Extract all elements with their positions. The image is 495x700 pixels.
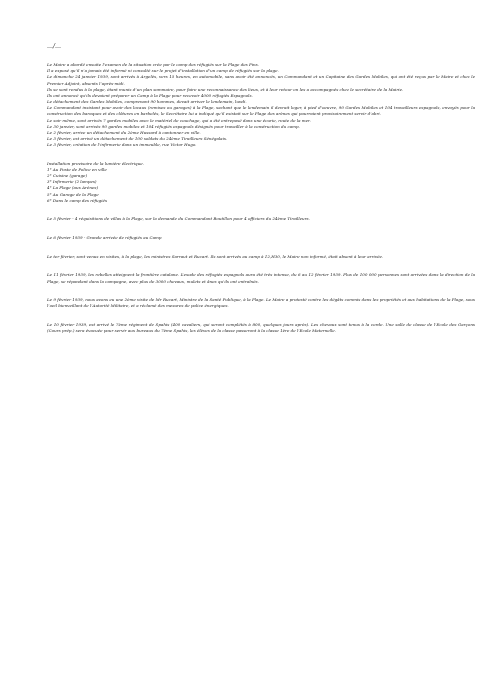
paragraph: Le 6 février 1939 - Grande arrivée de réfugiés au Camp [47, 235, 162, 241]
paragraph: Le soir même, sont arrivés 7 gardes mobiles avec le matériel de couchage, qui a été entreposé dans une écurie, route de la mer. [47, 117, 311, 123]
paragraph: Le 9 février 1939, nous avons eu une 2ème visite de Mr Rucart, Ministre de la Santé Publique, à la Plage. Le Maire a protesté contre les dégâts commis dans les propriétés et aux habitations de la Plage, sous l’oeil bienveillant de l’Autorité Militaire, et a réclamé des mesures de police énergiques. [47, 297, 475, 309]
list-item: 2° Cuisine (garage) [47, 173, 88, 179]
paragraph: Le dimanche 24 janvier 1939, sont arrivés à Argelès, vers 15 heures, en automobile, sans avoir été annoncés, un Commandant et un Capitaine des Gardes Mobiles, qui ont été reçus par le Maire et chez le Premier Adjoint, absents l’après-midi. [47, 74, 475, 86]
paragraph: Le détachement des Gardes Mobiles, comprenant 90 hommes, devait arriver le lendemain, lundi. [47, 99, 247, 105]
paragraph: Ils ont annoncé qu’ils devaient préparer un Camp à la Plage pour recevoir 4000 réfugiés Espagnols. [47, 92, 253, 98]
list-item: 5° Au Garage de la Plage [47, 191, 99, 197]
paragraph: Le Maire a abordé ensuite l’examen de la situation crée par le camp des réfugiés sur la Plage des Pins. [47, 62, 260, 68]
paragraph: Le 5 février - 4 réquisitions de villas à la Plage, sur la demande du Commandant Boutillon pour 4 officiers du 24ème Tirailleurs. [47, 216, 310, 222]
paragraph: Le 2 février, arrive un détachement du 2ème Hussard à cantonner en ville. [47, 129, 201, 135]
list-item: 6° Dans le camp des réfugiés [47, 197, 108, 203]
list-item: 4° La Plage (aux Arènes) [47, 185, 99, 191]
paragraph: Ils se sont rendus à la plage, étant munis d’un plan sommaire, pour faire une reconnaissance des lieux, et à leur retour on les a accompagnés chez le secrétaire de la Mairie. [47, 86, 404, 92]
list-item: 1° Au Poste de Police en ville [47, 167, 107, 172]
paragraph: Le 30 janvier, sont arrivés 90 gardes mobiles et 104 réfugiés espagnols désignés pour travailler à la construction du camp. [47, 123, 300, 129]
paragraph: Il a exposé qu’il n’a jamais été informé ni consulté sur le projet d’installation d’un camp de réfugiés sur la plage. [47, 68, 279, 74]
paragraph: Le ter février, sont venus en visites, à la plage, les ministres Sarraut et Rucart. Ils sont arrivés au camp à 12,H30, le Maire non informé, était absent à leur arrivée. [47, 253, 384, 259]
section-heading: Installation provisoire de la lumière électrique. [47, 160, 144, 166]
electricity-list [47, 167, 475, 204]
list-item: 3° Infirmerie (2 lampes) [47, 179, 97, 185]
page-continuation-marker: …/… [47, 43, 62, 50]
paragraph: Le 11 février 1939, les rebelles atteignent la frontière catalane. L’exode des réfugiés espagnols aura été très intense, du 6 au 12 février 1939. Plus de 100 000 personnes sont arrivées dans la direction de la Plage, se répandant dans la campagne, avec plus de 3000 chevaux, mulets et ânes qu’ils ont entraînés. [47, 272, 475, 284]
intro-section [47, 62, 475, 148]
electricity-section [47, 161, 475, 204]
paragraph: Le 10 février 1939, est arrivé le 7ème régiment de Spahis (400 cavaliers, qui seront complétés à 800, quelques jours après). Les chevaux sont tenus à la corde. Une salle de classe de l’Ecole des Garçons (Cours prép.) sera évacuée pour servir aux bureaux du 7ème Spahis, les élèves de la classe passeront à la classe 1ère de l’Ecole Maternelle. [47, 322, 475, 334]
paragraph: Le Commandant insistant pour avoir des locaux (remises ou garages) à la Plage, sachant que le lendemain il devrait loger, à pied d’oeuvre, 90 Gardes Mobiles et 104 travailleurs espagnols, envoyés pour la construction des baraques et des clôtures en barbelés, le Secrétaire lui a indiqué qu’il existait sur le Plage des arènes qui pourraient provisoirement servir d’abri. [47, 105, 475, 117]
paragraph: Le 3 février, est arrivé un détachement de 100 soldats du 24ème Tirailleurs Sénégalais. [47, 136, 228, 142]
paragraph: Le 3 février, création de l’infirmerie dans un immeuble, rue Victor Hugo. [47, 142, 197, 148]
